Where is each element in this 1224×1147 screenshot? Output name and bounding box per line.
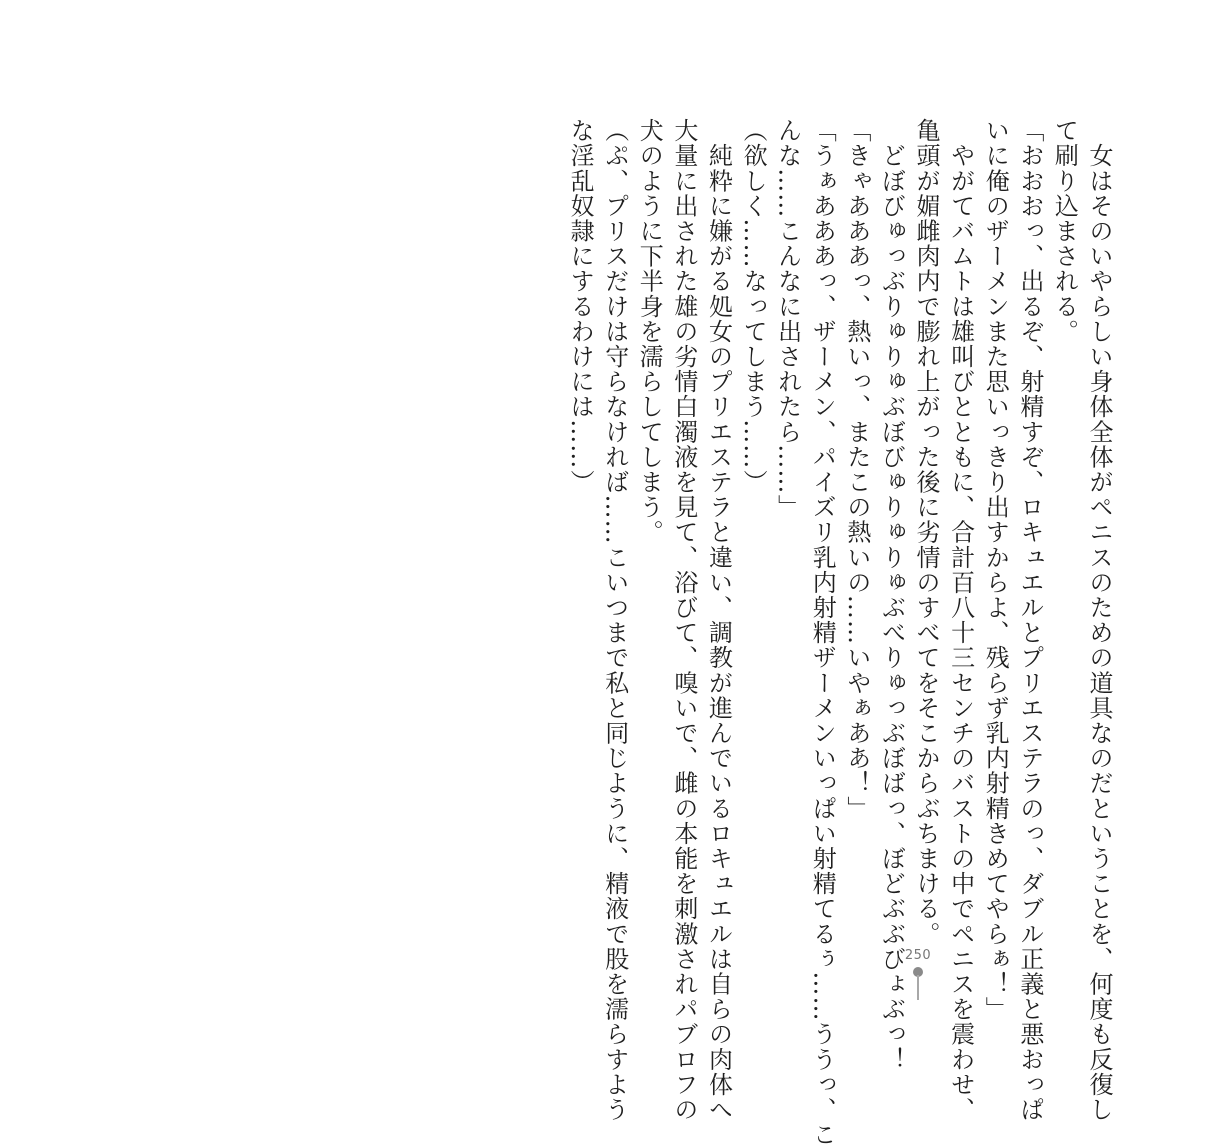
text-line: 純粋に嫌がる処女のプリエステラと違い、調教が進んでいるロキュエルは自らの肉体へ	[704, 118, 733, 1122]
text-line: 「おおおっ、出るぞ、射精すぞ、ロキュエルとプリエステラのっ、ダブル正義と悪おっぱ	[1015, 118, 1044, 1122]
text-line: な淫乱奴隷にするわけには……）	[566, 118, 595, 495]
text-line: やがてバムトは雄叫びとともに、合計百八十三センチのバストの中でペニスを震わせ、	[946, 118, 975, 1122]
text-line: て刷り込まされる。	[1050, 118, 1079, 344]
text-line: んな……こんなに出されたら……」	[773, 118, 802, 520]
page-number: 250	[904, 948, 932, 963]
text-line: 亀頭が媚雌肉内で膨れ上がった後に劣情のすべてをそこからぶちまける。	[912, 118, 941, 947]
text-line: 犬のように下半身を濡らしてしまう。	[635, 118, 664, 545]
text-line: （欲しく……なってしまう……）	[739, 118, 768, 495]
text-line: どぼびゅっぶりゅりゅぶぼびゅりゅりゅぶべりゅっぶぼばっ、ぼどぶぶびょぶっ！	[877, 118, 906, 1072]
text-line: 「うぁあああっ、ザーメン、パイズリ乳内射精ザーメンいっぱい射精てるぅ……ううっ、こ	[808, 118, 837, 1147]
text-line: いに俺のザーメンまた思いっきり出すからよ、残らず乳内射精きめてやらぁ！」	[981, 118, 1010, 1022]
text-line: （ぷ、プリスだけは守らなければ……こいつまで私と同じように、精液で股を濡らすよう	[600, 118, 629, 1122]
text-line: 大量に出された雄の劣情白濁液を見て、浴びて、嗅いで、雌の本能を刺激されパブロフの	[669, 118, 698, 1122]
text-line: 「きゃあああっ、熱いっ、またこの熱いの……いやぁああ！」	[842, 118, 871, 821]
page-marker-line	[917, 975, 919, 1000]
text-line: 女はそのいやらしい身体全体がペニスのための道具なのだということを、何度も反復し	[1085, 118, 1113, 1122]
